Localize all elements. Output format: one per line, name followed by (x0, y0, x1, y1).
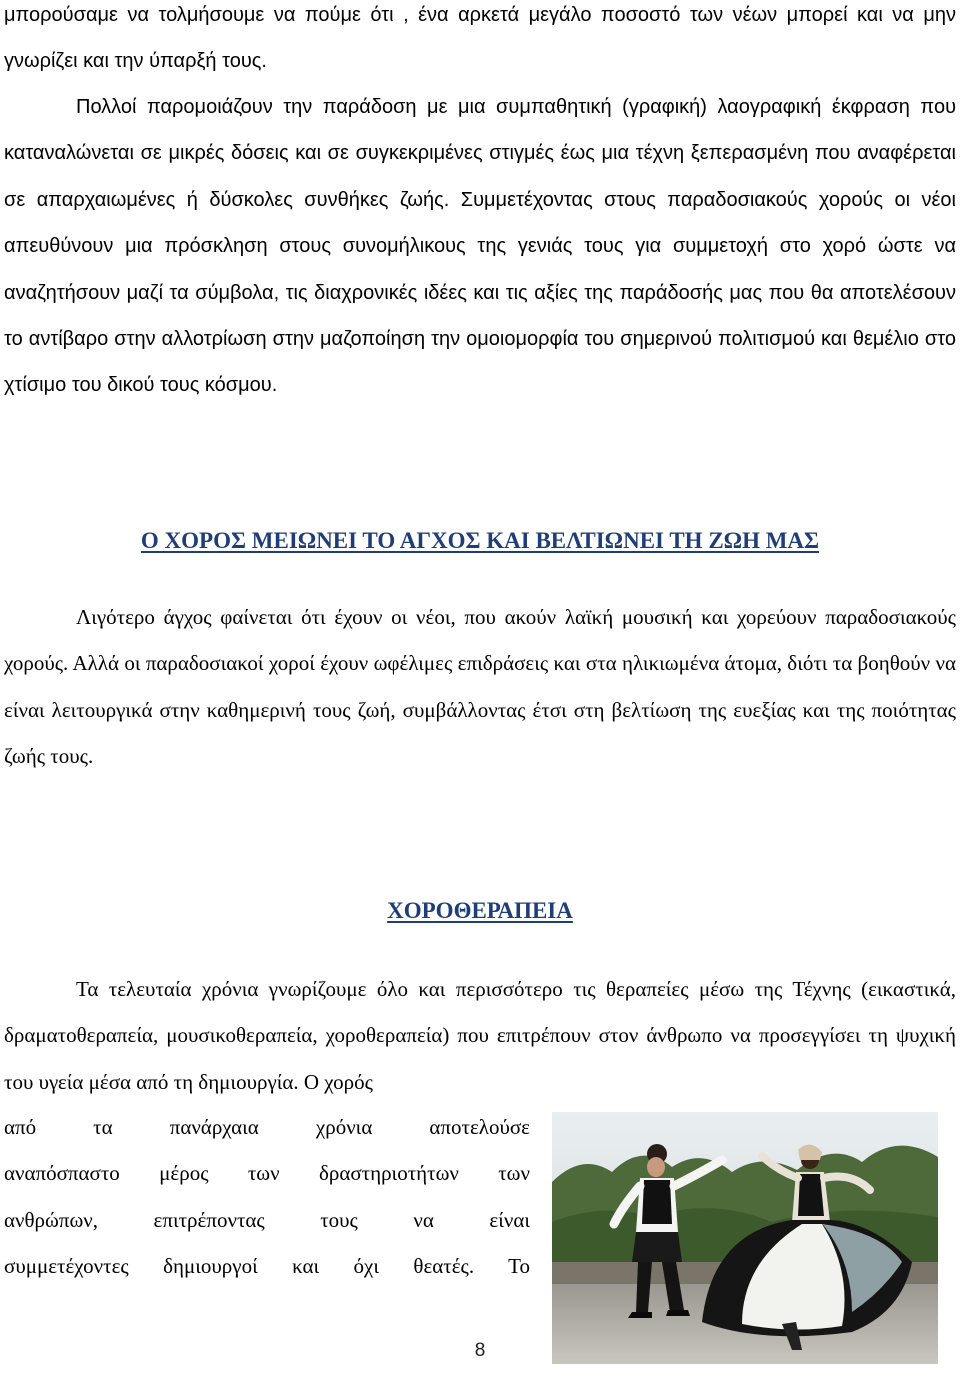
wrapped-text-block (4, 1104, 530, 1290)
wrapped-line: από τα πανάρχαια χρόνια αποτελούσε (4, 1115, 530, 1139)
paragraph-tradition: Πολλοί παρομοιάζουν την παράδοση με μια συμπαθητική (γραφική) λαογραφική έκφραση που καταναλώνεται σε μικρές δόσεις και σε συγκεκριμένες στιγμές έως μια τέχνη ξεπερασμένη που αναφέρεται σε απαρχαιωμένες ή δύσκολες συνθήκες ζωής. Συμμετέχοντας στους παραδοσιακούς χορούς οι νέοι απευθύνουν μια πρόσκληση στους συνομήλικους της γενιάς τους για συμμετοχή στο χορό ώστε να αναζητήσουν μαζί τα σύμβολα, τις διαχρονικές ιδέες και τις αξίες της παράδοσής μας που θα αποτελέσουν το αντίβαρο στην αλλοτρίωση στην μαζοποίηση την ομοιομορφία του σημερινού πολιτισμού και θεμέλιο στο χτίσιμο του δικού τους κόσμου. (4, 96, 956, 397)
paragraph-intro: μπορούσαμε να τολμήσουμε να πούμε ότι , ένα αρκετά μεγάλο ποσοστό των νέων μπορεί και να μην γνωρίζει και την ύπαρξή τους. (4, 4, 956, 73)
wrapped-line: ανθρώπων, επιτρέποντας τους να είναι (4, 1207, 530, 1232)
paragraph-dance-therapy: Τα τελευταία χρόνια γνωρίζουμε όλο και περισσότερο τις θεραπείες μέσω της Τέχνης (εικαστικά, δραματοθεραπεία, μουσικοθεραπεία, χοροθεραπεία) που επιτρέπουν στον άνθρωπο να προσεγγίσει τη ψυχική του υγεία μέσα από τη δημιουργία. Ο χορός (4, 977, 956, 1094)
section-heading-dance-therapy: ΧΟΡΟΘΕΡΑΠΕΙΑ (387, 898, 573, 923)
wrapped-line: συμμετέχοντες δημιουργοί και όχι θεατές. Το (4, 1254, 530, 1279)
paragraph-dance-stress: Λιγότερο άγχος φαίνεται ότι έχουν οι νέοι, που ακούν λαϊκή μουσική και χορεύουν παραδοσιακούς χορούς. Αλλά οι παραδοσιακοί χοροί έχουν ωφέλιμες επιδράσεις και στα ηλικιωμένα άτομα, διότι τα βοηθούν να είναι λειτουργικά στην καθημερινή τους ζωή, συμβάλλοντας έτσι στη βελτίωση της ευεξίας και της ποιότητας ζωής τους. (4, 605, 956, 769)
folk-dancers-photo (552, 1112, 938, 1364)
section-heading-dance-stress: Ο ΧΟΡΟΣ ΜΕΙΩΝΕΙ ΤΟ ΑΓΧΟΣ ΚΑΙ ΒΕΛΤΙΩΝΕΙ ΤΗ ΖΩΗ ΜΑΣ (140, 528, 820, 553)
page-number: 8 (474, 1340, 486, 1361)
wrapped-line: αναπόσπαστο μέρος των δραστηριοτήτων των (4, 1161, 530, 1186)
